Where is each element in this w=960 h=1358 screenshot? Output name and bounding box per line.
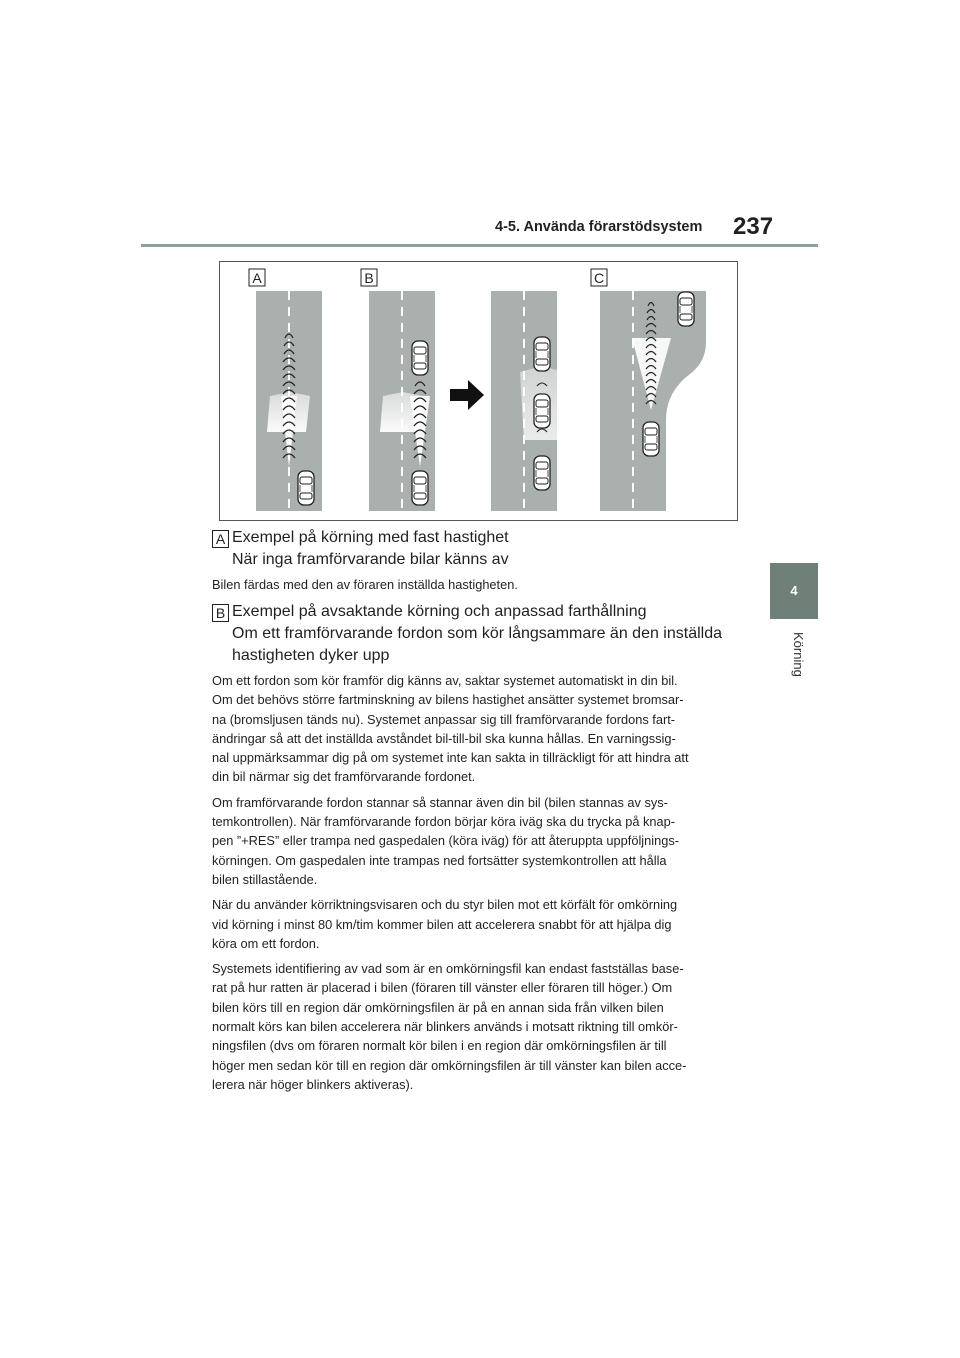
section-b-title-line2: Om ett framförvarande fordon som kör långsammare än den inställda: [232, 625, 723, 642]
text-line: körningen. Om gaspedalen inte trampas ned fortsätter systemkontrollen att hålla: [212, 852, 667, 868]
text-line: ningsfilen (dvs om föraren normalt kör bilen i en region där omkörningsfilen är till: [212, 1038, 667, 1054]
text-line: ändringar så att det inställda avståndet bil-till-bil ska kunna hållas. En varningssig-: [212, 730, 676, 746]
text-line: rat på hur ratten är placerad i bilen (föraren till vänster eller föraren till höger.) Om: [212, 980, 673, 996]
header-divider: [141, 244, 818, 247]
text-line: pen ”+RES” eller trampa ned gaspedalen (köra iväg) för att återuppta uppföljnings-: [212, 833, 679, 849]
text-line: När du använder körriktningsvisaren och du styr bilen mot ett körfält för omkörning: [212, 897, 678, 913]
figure-label-b: [361, 269, 377, 286]
text-line: temkontrollen). När framförvarande fordon börjar köra iväg ska du trycka på knap-: [212, 814, 676, 830]
text-line: Om det behövs större fartminskning av bilens hastighet ansätter systemet bromsar-: [212, 692, 684, 708]
section-b-title: [232, 601, 752, 667]
paragraph: [212, 959, 752, 1094]
text-line: Om ett fordon som kör framför dig känns av, saktar systemet automatiskt in din bil.: [212, 673, 678, 688]
svg-text:C: C: [593, 270, 605, 286]
paragraph: [212, 671, 752, 787]
section-a-title-line1: Exempel på körning med fast hastighet: [232, 529, 509, 546]
figure-label-a: [249, 269, 265, 286]
section-b-title-line3: hastigheten dyker upp: [232, 647, 390, 664]
chapter-label: Körning: [791, 632, 806, 677]
text-line: na (bromsljusen tänds nu). Systemet anpassar sig till framförvarande fordons fart-: [212, 711, 676, 727]
section-a-letter: A: [212, 530, 229, 548]
figure-label-c: [591, 269, 607, 286]
section-header: 4-5. Använda förarstödsystem: [495, 219, 703, 235]
section-b-title-line1: Exempel på avsaktande körning och anpassad farthållning: [232, 603, 647, 620]
chapter-tab: 4: [770, 563, 818, 619]
text-line: Systemets identifiering av vad som är en omkörningsfil kan endast fastställas base-: [212, 961, 684, 977]
section-a-title-line2: När inga framförvarande bilar känns av: [232, 551, 509, 568]
paragraph: [212, 895, 752, 953]
section-b-letter: B: [212, 604, 229, 622]
text-line: köra om ett fordon.: [212, 935, 320, 951]
acc-diagram: [219, 261, 738, 521]
section-b-body: [212, 671, 752, 1100]
text-line: nal uppmärksammar dig på om systemet inte kan sakta in tillräckligt för att hindra att: [212, 750, 689, 766]
text-line: bilen stillastående.: [212, 871, 318, 887]
section-a-title: [232, 527, 752, 571]
text-line: vid körning i minst 80 km/tim kommer bilen att accelerera snabbt för att hjälpa dig: [212, 916, 672, 932]
transition-arrow: [450, 380, 484, 410]
page-number: 237: [733, 213, 774, 240]
text-line: din bil närmar sig det framförvarande fordonet.: [212, 769, 476, 785]
paragraph: [212, 793, 752, 889]
svg-text:B: B: [364, 270, 374, 286]
text-line: lerera när höger blinkers aktiveras).: [212, 1076, 414, 1092]
text-line: bilen körs till en region där omkörningsfilen är på en annan sida från vilken bilen: [212, 999, 664, 1015]
svg-text:A: A: [252, 270, 262, 286]
text-line: höger men sedan kör till en region där omkörningsfilen är till vänster kan bilen acce-: [212, 1057, 687, 1073]
text-line: Om framförvarande fordon stannar så stannar även din bil (bilen stannas av sys-: [212, 794, 668, 810]
text-line: normalt körs kan bilen accelerera när blinkers används i motsatt riktning till omkör-: [212, 1019, 678, 1035]
section-a-body: Bilen färdas med den av föraren inställda hastigheten.: [212, 577, 518, 592]
